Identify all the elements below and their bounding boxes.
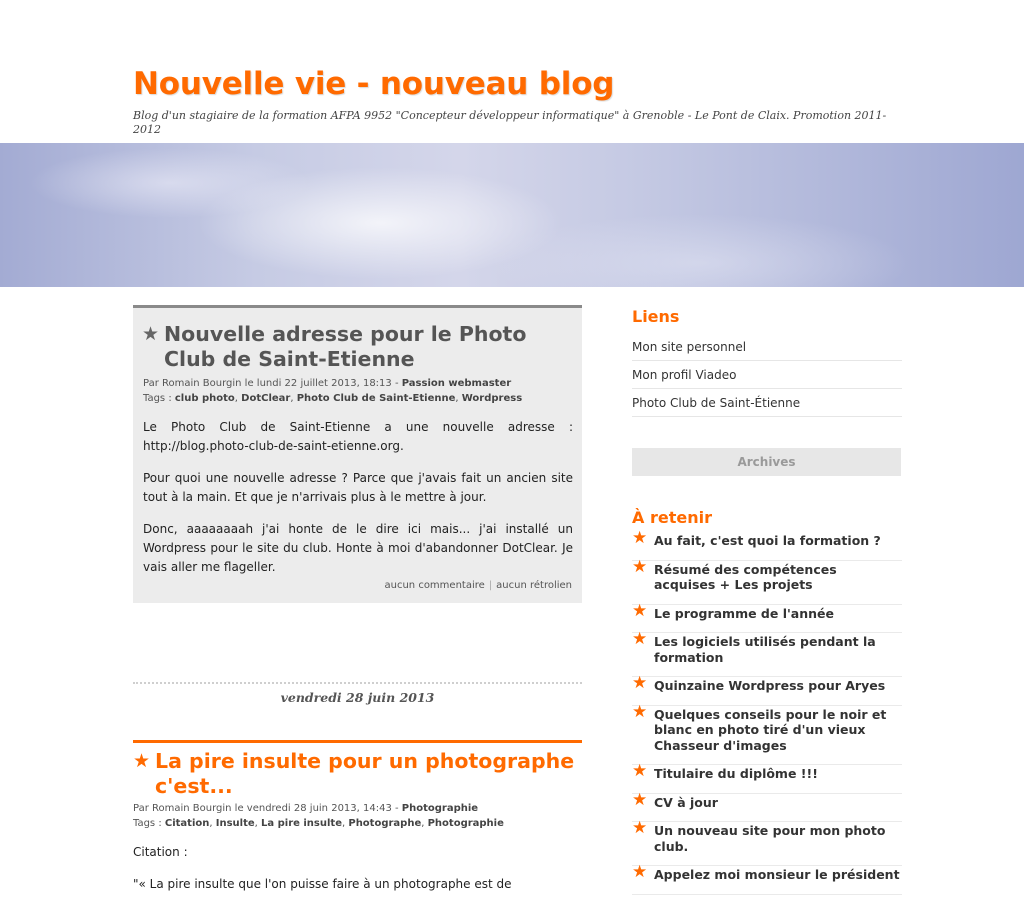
tag-link[interactable]: La pire insulte bbox=[261, 818, 342, 829]
star-icon: ★ bbox=[632, 761, 648, 781]
star-icon: ★ bbox=[632, 528, 648, 548]
footer-divider: | bbox=[488, 580, 493, 591]
star-icon: ★ bbox=[142, 323, 160, 345]
retenir-item[interactable] bbox=[632, 528, 902, 561]
header-banner-image bbox=[0, 143, 1024, 287]
post-content bbox=[143, 418, 573, 590]
retenir-item-label: Résumé des compétences acquises + Les projets bbox=[654, 561, 837, 592]
star-icon: ★ bbox=[632, 629, 648, 649]
post-paragraph: Citation : bbox=[133, 845, 188, 859]
site-header bbox=[0, 0, 1024, 143]
archives-button[interactable]: Archives bbox=[632, 448, 901, 476]
links-heading: Liens bbox=[632, 307, 680, 326]
retenir-item-label: CV à jour bbox=[654, 794, 718, 810]
sidebar-link-photo-club[interactable]: Photo Club de Saint-Étienne bbox=[632, 389, 902, 417]
comments-link[interactable]: aucun commentaire bbox=[384, 580, 485, 591]
retenir-list bbox=[632, 528, 902, 895]
star-icon: ★ bbox=[632, 673, 648, 693]
post-content bbox=[133, 843, 563, 907]
retenir-item[interactable] bbox=[632, 556, 902, 605]
post-footer bbox=[385, 580, 573, 591]
post-title-link[interactable]: La pire insulte pour un photographe c'est... bbox=[155, 749, 575, 798]
retenir-item-label: Les logiciels utilisés pendant la formation bbox=[654, 634, 876, 665]
post-title bbox=[142, 322, 574, 372]
retenir-item[interactable] bbox=[632, 629, 902, 677]
post-paragraph: Pour quoi une nouvelle adresse ? Parce que j'avais fait un ancien site tout à la main. Et que je n'arrivais plus à le mettre à jour. bbox=[143, 471, 573, 504]
tag-link[interactable]: Photo Club de Saint-Etienne bbox=[296, 393, 456, 404]
post-title bbox=[133, 749, 575, 799]
star-icon: ★ bbox=[632, 862, 648, 882]
star-icon: ★ bbox=[632, 600, 648, 621]
retenir-item[interactable] bbox=[632, 862, 902, 895]
retenir-item-label: Quinzaine Wordpress pour Aryes bbox=[654, 678, 886, 693]
star-icon: ★ bbox=[632, 701, 648, 722]
sidebar-link-viadeo[interactable]: Mon profil Viadeo bbox=[632, 361, 902, 389]
tag-link[interactable]: club photo bbox=[174, 393, 235, 404]
post-paragraph: Le Photo Club de Saint-Etienne a une nouvelle adresse : http://blog.photo-club-de-saint-etienne.org. bbox=[143, 420, 573, 453]
retenir-item[interactable] bbox=[632, 789, 902, 823]
retenir-item-label: Appelez moi monsieur le président bbox=[654, 867, 900, 882]
retenir-item-label: Le programme de l'année bbox=[654, 605, 834, 621]
post-category-link[interactable]: Passion webmaster bbox=[401, 378, 512, 389]
retenir-item-label: Au fait, c'est quoi la formation ? bbox=[654, 533, 881, 548]
tag-link[interactable]: Photographe bbox=[348, 818, 422, 829]
site-title[interactable]: Nouvelle vie - nouveau blog bbox=[133, 66, 615, 102]
retenir-heading: À retenir bbox=[632, 508, 712, 527]
retenir-item[interactable] bbox=[632, 761, 902, 794]
site-description: Blog d'un stagiaire de la formation AFPA 9952 "Concepteur développeur informatique" à Grenoble - Le Pont de Claix. Promotion 2011-2012 bbox=[133, 109, 887, 136]
star-icon: ★ bbox=[632, 789, 648, 810]
retenir-item-label: Titulaire du diplôme !!! bbox=[654, 766, 818, 781]
date-heading: vendredi 28 juin 2013 bbox=[280, 690, 435, 705]
retenir-item-label: Un nouveau site pour mon photo club. bbox=[654, 823, 886, 854]
tags-label: Tags : bbox=[143, 393, 175, 404]
retenir-item[interactable] bbox=[632, 673, 902, 706]
retenir-item[interactable] bbox=[632, 600, 902, 634]
post-meta: Par Romain Bourgin le lundi 22 juillet 2013, 18:13 - Passion webmaster Tags : club photo, DotClear, Photo Club de Saint-Etienne, Wordpress bbox=[143, 378, 523, 404]
post bbox=[133, 740, 582, 903]
post-meta: Par Romain Bourgin le vendredi 28 juin 2013, 14:43 - Photographie Tags : Citation, Insulte, La pire insulte, Photographe, Photographie bbox=[133, 803, 504, 829]
tag-link[interactable]: Photographie bbox=[427, 818, 504, 829]
tag-link[interactable]: Insulte bbox=[215, 818, 255, 829]
post-author-date: Par Romain Bourgin le lundi 22 juillet 2013, 18:13 - bbox=[143, 378, 402, 389]
star-icon: ★ bbox=[632, 818, 648, 838]
post bbox=[133, 305, 582, 603]
sidebar-link-site[interactable]: Mon site personnel bbox=[632, 333, 902, 361]
retenir-item-label: Quelques conseils pour le noir et blanc en photo tiré d'un vieux Chasseur d'images bbox=[654, 706, 887, 753]
tag-link[interactable]: Citation bbox=[164, 818, 210, 829]
post-title-link[interactable]: Nouvelle adresse pour le Photo Club de Saint-Etienne bbox=[164, 322, 527, 371]
tag-link[interactable]: DotClear bbox=[241, 393, 291, 404]
retenir-item[interactable] bbox=[632, 701, 902, 766]
date-divider bbox=[133, 682, 582, 684]
links-list bbox=[632, 333, 902, 417]
post-paragraph: "« La pire insulte que l'on puisse faire à un photographe est de bbox=[133, 877, 512, 891]
tag-link[interactable]: Wordpress bbox=[461, 393, 523, 404]
trackbacks-link[interactable]: aucun rétrolien bbox=[496, 580, 572, 591]
post-author-date: Par Romain Bourgin le vendredi 28 juin 2013, 14:43 - bbox=[133, 803, 402, 814]
retenir-item[interactable] bbox=[632, 818, 902, 866]
tags-label: Tags : bbox=[133, 818, 165, 829]
star-icon: ★ bbox=[632, 556, 648, 577]
star-icon: ★ bbox=[133, 750, 151, 772]
post-category-link[interactable]: Photographie bbox=[401, 803, 479, 814]
post-paragraph: Donc, aaaaaaaah j'ai honte de le dire ici mais... j'ai installé un Wordpress pour le site du club. Honte à moi d'abandonner DotClear. Je vais aller me flageller. bbox=[143, 522, 573, 574]
